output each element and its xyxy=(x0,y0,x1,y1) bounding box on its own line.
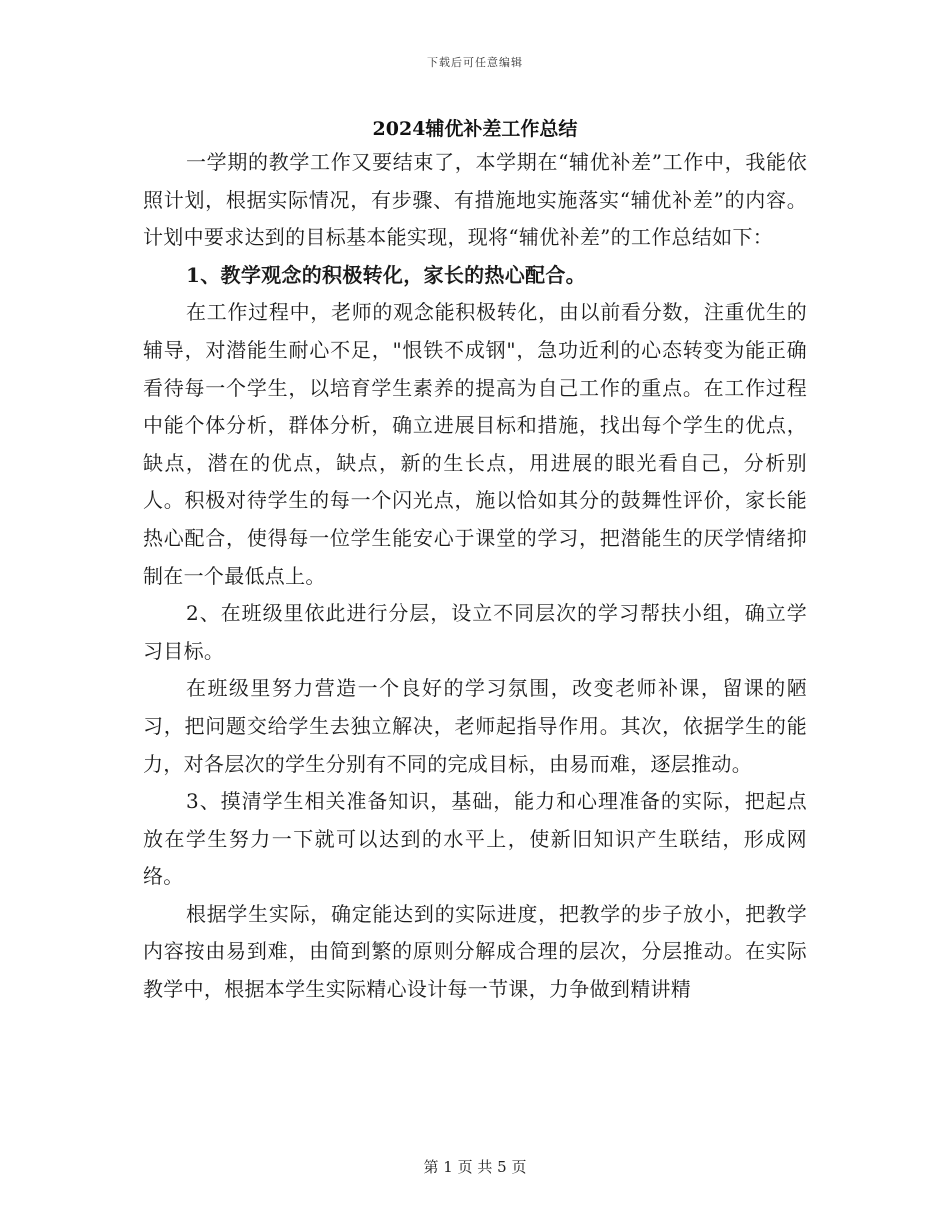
paragraph-intro: 一学期的教学工作又要结束了，本学期在“辅优补差”工作中，我能依照计划，根据实际情况，有步骤、有措施地实施落实“辅优补差”的内容。计划中要求达到的目标基本能实现，现将“辅优补差”的工作总结如下： xyxy=(143,150,807,250)
header-note: 下载后可任意编辑 xyxy=(427,56,523,69)
document-title: 2024辅优补差工作总结 xyxy=(372,118,578,140)
paragraph-section-2: 在班级里努力营造一个良好的学习氛围，改变老师补课，留课的陋习，把问题交给学生去独立解决，老师起指导作用。其次，依据学生的能力，对各层次的学生分别有不同的完成目标，由易而难，逐层推动。 xyxy=(143,676,807,776)
paragraph-section-3: 根据学生实际，确定能达到的实际进度，把教学的步子放小，把教学内容按由易到难，由简到繁的原则分解成合理的层次，分层推动。在实际教学中，根据本学生实际精心设计每一节课，力争做到精讲精 xyxy=(143,901,807,1002)
section-heading-3: 3、摸清学生相关准备知识，基础，能力和心理准备的实际，把起点放在学生努力一下就可以达到的水平上，使新旧知识产生联结，形成网络。 xyxy=(143,789,807,889)
section-heading-2: 2、在班级里依此进行分层，设立不同层次的学习帮扶小组，确立学习目标。 xyxy=(143,601,807,663)
paragraph-section-1: 在工作过程中，老师的观念能积极转化，由以前看分数，注重优生的辅导，对潜能生耐心不足，"恨铁不成钢"，急功近利的心态转变为能正确看待每一个学生，以培育学生素养的提高为自己工作的重点。在工作过程中能个体分析，群体分析，确立进展目标和措施，找出每个学生的优点，缺点，潜在的优点，缺点，新的生长点，用进展的眼光看自己，分析别人。积极对待学生的每一个闪光点，施以恰如其分的鼓舞性评价，家长能热心配合，使得每一位学生能安心于课堂的学习，把潜能生的厌学情绪抑制在一个最低点上。 xyxy=(143,300,807,588)
page-footer: 第 1 页 共 5 页 xyxy=(423,1158,527,1176)
document-body xyxy=(143,144,807,1009)
section-heading-1: 1、教学观念的积极转化，家长的热心配合。 xyxy=(186,262,586,287)
